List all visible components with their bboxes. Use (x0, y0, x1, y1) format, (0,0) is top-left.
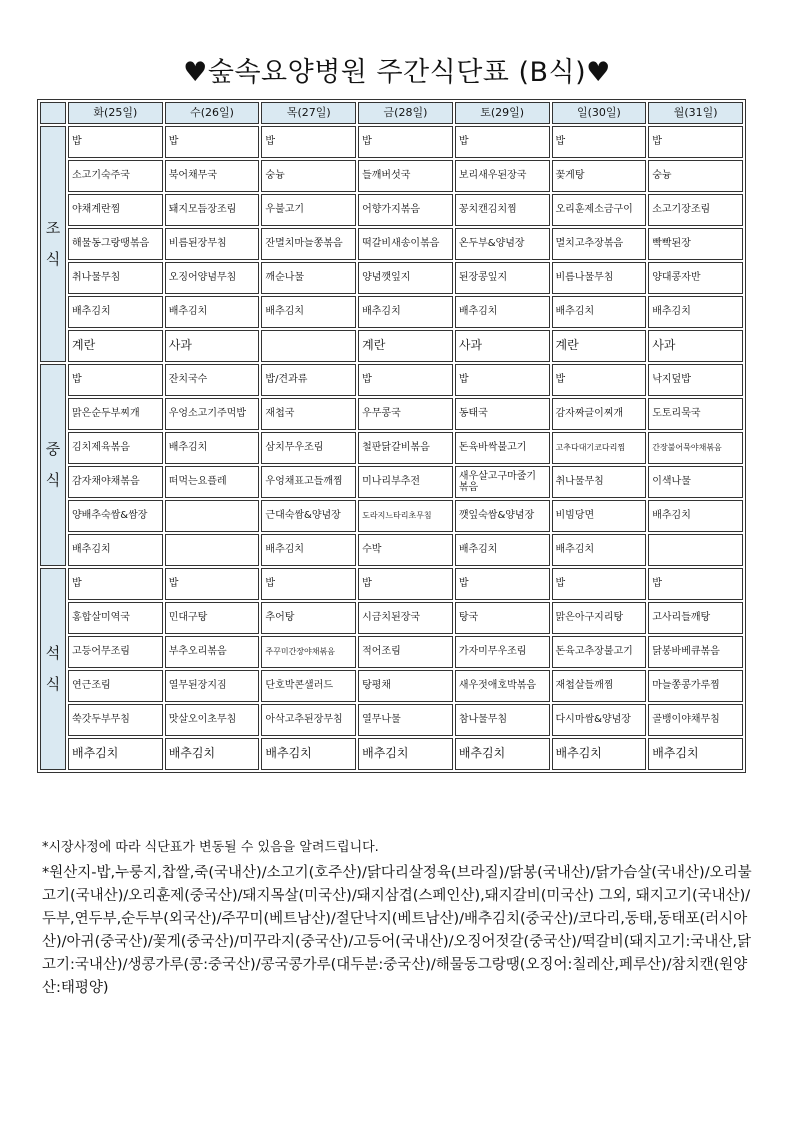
menu-item: 배추김치 (68, 534, 163, 566)
breakfast-row (40, 194, 743, 226)
menu-item: 배추김치 (165, 432, 260, 464)
menu-item: 삼치무우조림 (261, 432, 356, 464)
menu-item: 닭봉바베큐볶음 (648, 636, 743, 668)
menu-item: 북어채무국 (165, 160, 260, 192)
menu-item: 배추김치 (68, 738, 163, 770)
dinner-row (40, 602, 743, 634)
menu-item: 맛살오이초무침 (165, 704, 260, 736)
dinner-row (40, 636, 743, 668)
menu-item: 해물동그랑땡볶음 (68, 228, 163, 260)
menu-item: 양대콩자반 (648, 262, 743, 294)
menu-item: 낙지덮밥 (648, 364, 743, 396)
menu-item: 탕국 (455, 602, 550, 634)
menu-item: 배추김치 (552, 534, 647, 566)
menu-item: 새우젓애호박볶음 (455, 670, 550, 702)
lunch-label-char: 중 (45, 439, 61, 458)
menu-item: 마늘쫑콩가루찜 (648, 670, 743, 702)
menu-item: 밥 (552, 126, 647, 158)
menu-item: 배추김치 (261, 296, 356, 328)
menu-item: 적어조림 (358, 636, 453, 668)
menu-item: 밥 (261, 126, 356, 158)
menu-item: 계란 (552, 330, 647, 362)
day-header: 목(27일) (261, 102, 356, 124)
menu-item: 쑥갓두부무침 (68, 704, 163, 736)
menu-item: 돈육고추장불고기 (552, 636, 647, 668)
menu-item: 우엉소고기주먹밥 (165, 398, 260, 430)
menu-item: 깨순나물 (261, 262, 356, 294)
menu-item: 비빔당면 (552, 500, 647, 532)
breakfast-label (40, 126, 66, 362)
menu-item: 감자짜글이찌개 (552, 398, 647, 430)
breakfast-row (40, 160, 743, 192)
change-notice: *시장사정에 따라 식단표가 변동될 수 있음을 알려드립니다. (42, 840, 379, 855)
menu-item: 밥 (358, 364, 453, 396)
menu-item: 숭늉 (261, 160, 356, 192)
menu-item: 밥 (68, 126, 163, 158)
menu-item: 다시마쌈&양념장 (552, 704, 647, 736)
menu-item: 밥/견과류 (261, 364, 356, 396)
menu-item: 연근조림 (68, 670, 163, 702)
menu-item: 오징어양념무침 (165, 262, 260, 294)
menu-item: 열무된장지짐 (165, 670, 260, 702)
menu-item: 참나물무침 (455, 704, 550, 736)
menu-item: 밥 (358, 126, 453, 158)
menu-item: 밥 (261, 568, 356, 600)
menu-item: 들깨버섯국 (358, 160, 453, 192)
menu-item: 취나물무침 (68, 262, 163, 294)
menu-item: 취나물무침 (552, 466, 647, 498)
menu-item: 소고기숙주국 (68, 160, 163, 192)
menu-item: 계란 (68, 330, 163, 362)
day-header: 금(28일) (358, 102, 453, 124)
menu-item: 우무콩국 (358, 398, 453, 430)
lunch-row (40, 398, 743, 430)
menu-item: 감자채야채볶음 (68, 466, 163, 498)
menu-item: 단호박콘샐러드 (261, 670, 356, 702)
menu-item: 골뱅이야채무침 (648, 704, 743, 736)
menu-item: 잔치국수 (165, 364, 260, 396)
menu-item: 우엉채표고들깨찜 (261, 466, 356, 498)
menu-item: 배추김치 (648, 500, 743, 532)
menu-item: 탕평채 (358, 670, 453, 702)
menu-item: 야채계란찜 (68, 194, 163, 226)
breakfast-row (40, 126, 743, 158)
menu-item: 추어탕 (261, 602, 356, 634)
menu-item: 소고기장조림 (648, 194, 743, 226)
day-header: 수(26일) (165, 102, 260, 124)
breakfast-row (40, 296, 743, 328)
menu-item: 민대구탕 (165, 602, 260, 634)
menu-item: 배추김치 (648, 296, 743, 328)
menu-item: 주꾸미간장야채볶음 (261, 636, 356, 668)
menu-item: 사과 (648, 330, 743, 362)
menu-item: 이색나물 (648, 466, 743, 498)
menu-item: 김치제육볶음 (68, 432, 163, 464)
menu-item: 미나리부추전 (358, 466, 453, 498)
dinner-label-char: 석 (45, 643, 61, 662)
menu-item: 떡갈비새송이볶음 (358, 228, 453, 260)
menu-item: 밥 (455, 364, 550, 396)
menu-item: 멸치고추장볶음 (552, 228, 647, 260)
menu-item: 밥 (455, 126, 550, 158)
lunch-label (40, 364, 66, 566)
menu-item: 부추오리볶음 (165, 636, 260, 668)
menu-item: 배추김치 (552, 296, 647, 328)
menu-item: 깻잎숙쌈&양념장 (455, 500, 550, 532)
menu-item: 배추김치 (455, 738, 550, 770)
menu-item: 비름나물무침 (552, 262, 647, 294)
menu-item: 빡빡된장 (648, 228, 743, 260)
menu-item: 어향가지볶음 (358, 194, 453, 226)
day-header: 월(31일) (648, 102, 743, 124)
menu-item: 근대숙쌈&양념장 (261, 500, 356, 532)
menu-item: 계란 (358, 330, 453, 362)
menu-item: 보리새우된장국 (455, 160, 550, 192)
menu-item: 양념깻잎지 (358, 262, 453, 294)
menu-item: 배추김치 (552, 738, 647, 770)
menu-item: 간장불어묵야채볶음 (648, 432, 743, 464)
menu-item: 오리훈제소금구이 (552, 194, 647, 226)
menu-item (165, 500, 260, 532)
menu-item: 고사리들깨탕 (648, 602, 743, 634)
menu-item: 돈육바싹불고기 (455, 432, 550, 464)
lunch-label-char: 식 (45, 471, 61, 489)
lunch-row (40, 466, 743, 498)
menu-item: 사과 (165, 330, 260, 362)
dinner-row (40, 704, 743, 736)
menu-item: 배추김치 (455, 296, 550, 328)
lunch-row (40, 364, 743, 396)
dinner-row (40, 738, 743, 770)
menu-item (648, 534, 743, 566)
menu-item: 맑은아구지리탕 (552, 602, 647, 634)
origin-info: *원산지-밥,누룽지,찹쌀,죽(국내산)/소고기(호주산)/닭다리살정육(브라질)/닭봉(국내산)/닭가슴살(국내산)/오리불고기(국내산)/오리훈제(중국산)/돼지목살(미국산)/돼지삼겹(스페인산),돼지갈비(미국산) 그외, 돼지고기(국내산)/두부,연두부,순두부(외국산)/주꾸미(베트남산)/절단낙지(베트남산)/배추김치(중국산)/코다리,동태,동태포(러시아산)/아귀(중국산)/꽃게(중국산)/미꾸라지(중국산)/고등어(국내산)/오징어젓갈(중국산)/떡갈비(돼지고기:국내산,닭고기:국내산)/생콩가루(콩:중국산)/콩국콩가루(대두분:중국산)/해물동그랑땡(오징어:칠레산,페루산)/참치캔(원양산:태평양) (42, 865, 752, 996)
menu-item: 고등어무조림 (68, 636, 163, 668)
header-corner (40, 102, 66, 124)
menu-item: 재첩국 (261, 398, 356, 430)
menu-item: 재첩살들깨찜 (552, 670, 647, 702)
menu-item: 동태국 (455, 398, 550, 430)
menu-item: 밥 (165, 568, 260, 600)
menu-item: 새우살고구마줄기볶음 (455, 466, 550, 498)
menu-item: 사과 (455, 330, 550, 362)
menu-item: 양배추숙쌈&쌈장 (68, 500, 163, 532)
breakfast-label-char: 조 (45, 218, 61, 237)
menu-item: 도라지느타리초무침 (358, 500, 453, 532)
menu-item: 온두부&양념장 (455, 228, 550, 260)
menu-item: 열무나물 (358, 704, 453, 736)
menu-item: 도토리묵국 (648, 398, 743, 430)
dinner-row (40, 670, 743, 702)
lunch-row (40, 432, 743, 464)
menu-item: 배추김치 (165, 738, 260, 770)
menu-item: 배추김치 (165, 296, 260, 328)
menu-item: 돼지모듬장조림 (165, 194, 260, 226)
menu-item: 떠먹는요플레 (165, 466, 260, 498)
day-header: 토(29일) (455, 102, 550, 124)
day-header: 화(25일) (68, 102, 163, 124)
lunch-row (40, 534, 743, 566)
menu-item: 맑은순두부찌개 (68, 398, 163, 430)
menu-item: 꽁치캔김치찜 (455, 194, 550, 226)
menu-item: 배추김치 (455, 534, 550, 566)
menu-item: 밥 (68, 364, 163, 396)
menu-item: 밥 (648, 126, 743, 158)
menu-item: 철판닭갈비볶음 (358, 432, 453, 464)
menu-item: 홍합살미역국 (68, 602, 163, 634)
dinner-row (40, 568, 743, 600)
menu-item: 된장콩잎지 (455, 262, 550, 294)
menu-item: 밥 (165, 126, 260, 158)
menu-item: 우불고기 (261, 194, 356, 226)
menu-item: 밥 (358, 568, 453, 600)
menu-item: 배추김치 (648, 738, 743, 770)
page-title: ♥숲속요양병원 주간식단표 (B식)♥ (183, 57, 611, 88)
dinner-label-char: 식 (45, 675, 61, 693)
breakfast-row (40, 262, 743, 294)
menu-item: 배추김치 (261, 738, 356, 770)
menu-item: 밥 (552, 364, 647, 396)
menu-item: 배추김치 (261, 534, 356, 566)
menu-item: 가자미무우조림 (455, 636, 550, 668)
menu-item: 밥 (68, 568, 163, 600)
day-header-row (40, 102, 743, 124)
menu-item: 잔멸치마늘쫑볶음 (261, 228, 356, 260)
dinner-label (40, 568, 66, 770)
menu-item: 밥 (648, 568, 743, 600)
menu-item: 밥 (552, 568, 647, 600)
menu-item: 밥 (455, 568, 550, 600)
menu-item: 배추김치 (358, 738, 453, 770)
menu-item (261, 330, 356, 362)
menu-item: 시금치된장국 (358, 602, 453, 634)
menu-item: 수박 (358, 534, 453, 566)
menu-item: 배추김치 (68, 296, 163, 328)
menu-item: 비름된장무침 (165, 228, 260, 260)
lunch-row (40, 500, 743, 532)
breakfast-row (40, 228, 743, 260)
menu-item: 배추김치 (358, 296, 453, 328)
breakfast-row (40, 330, 743, 362)
weekly-menu-table (37, 99, 746, 773)
menu-item: 아삭고추된장무침 (261, 704, 356, 736)
menu-item: 고추다대기코다리찜 (552, 432, 647, 464)
menu-item: 꽃게탕 (552, 160, 647, 192)
menu-item (165, 534, 260, 566)
menu-item: 숭늉 (648, 160, 743, 192)
breakfast-label-char: 식 (45, 250, 61, 268)
day-header: 일(30일) (552, 102, 647, 124)
